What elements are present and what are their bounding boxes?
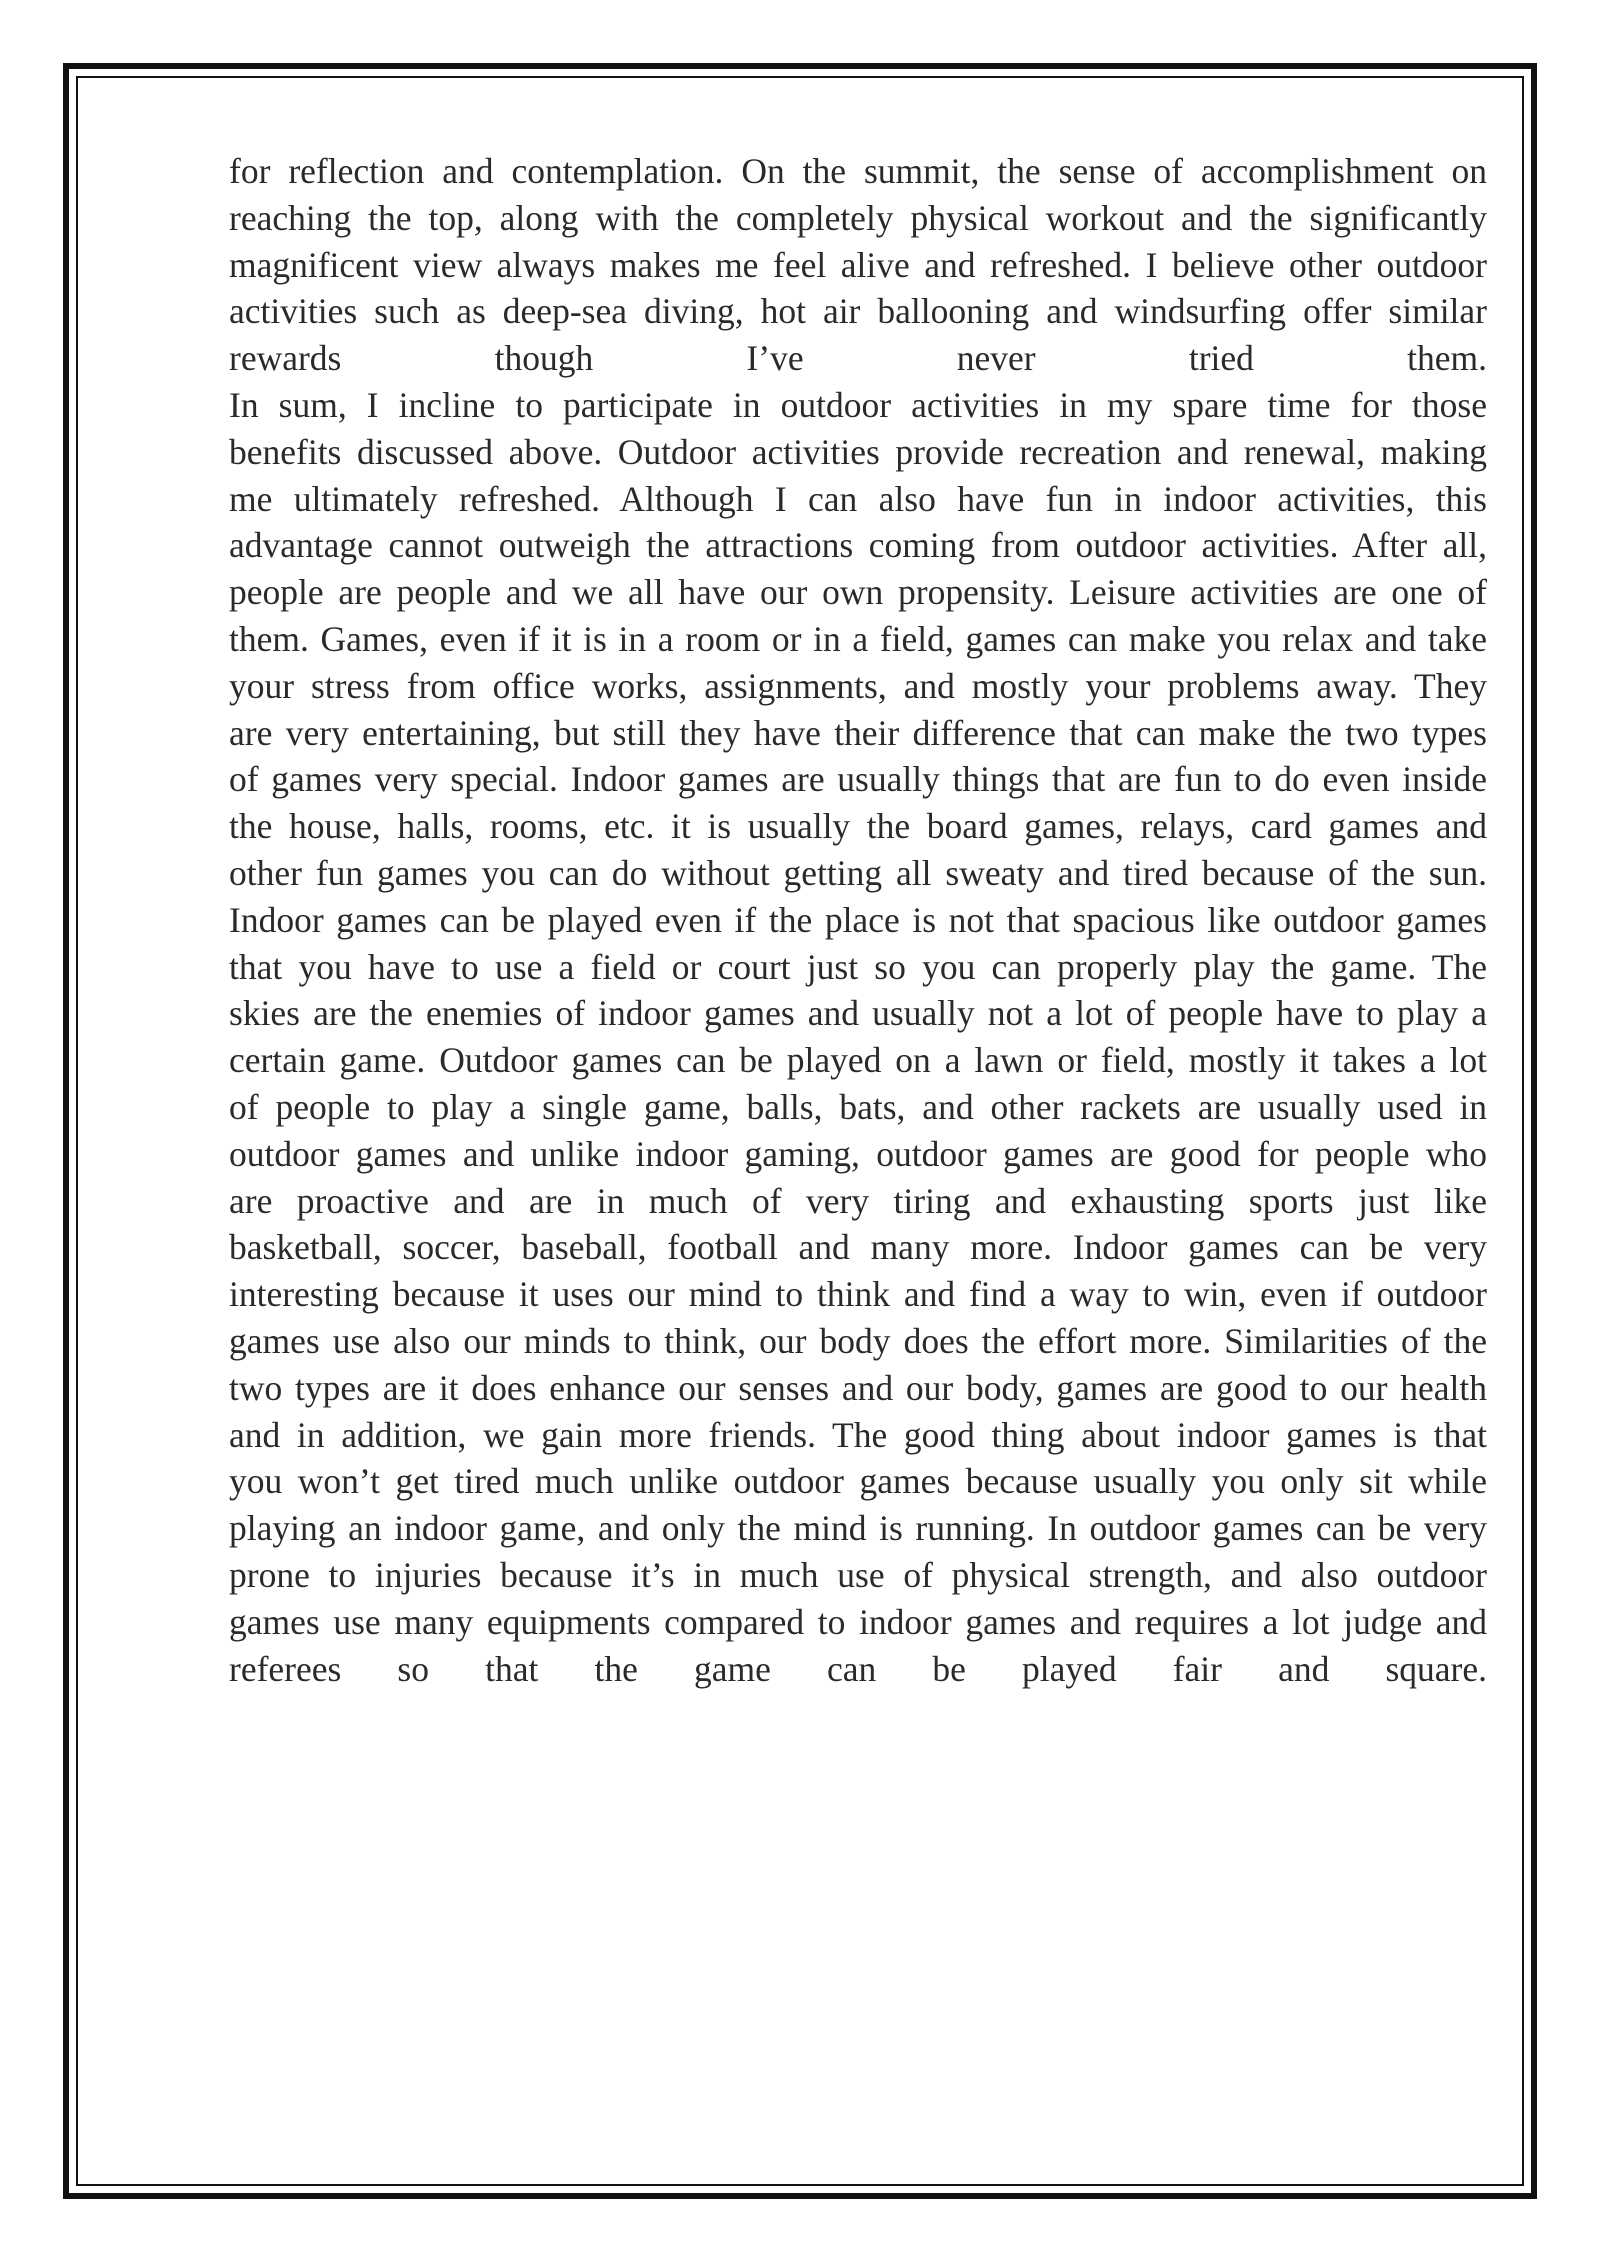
- text-line: magnificent view always makes me feel alive and refreshed. I believe other outdoor: [229, 244, 1487, 285]
- text-line: benefits discussed above. Outdoor activities provide recreation and renewal, making: [229, 431, 1487, 472]
- text-line: basketball, soccer, baseball, football and many more. Indoor games can be very: [229, 1227, 1487, 1268]
- text-line: people are people and we all have our own propensity. Leisure activities are one of: [229, 572, 1487, 613]
- text-line: them. Games, even if it is in a room or in a field, games can make you relax and take: [229, 618, 1487, 659]
- text-line: advantage cannot outweigh the attractions coming from outdoor activities. After all,: [229, 525, 1487, 566]
- text-line: the house, halls, rooms, etc. it is usually the board games, relays, card games and: [229, 806, 1487, 847]
- text-line: referees so that the game can be played fair and square.: [229, 1648, 1487, 1689]
- text-line: of people to play a single game, balls, bats, and other rackets are usually used in: [229, 1086, 1487, 1127]
- text-line: outdoor games and unlike indoor gaming, outdoor games are good for people who: [229, 1133, 1487, 1174]
- text-line: other fun games you can do without getting all sweaty and tired because of the sun.: [229, 852, 1487, 893]
- text-line: are proactive and are in much of very tiring and exhausting sports just like: [229, 1180, 1487, 1221]
- text-line: Indoor games can be played even if the place is not that spacious like outdoor games: [229, 899, 1487, 940]
- text-line: two types are it does enhance our senses and our body, games are good to our health: [229, 1367, 1487, 1408]
- text-line: activities such as deep-sea diving, hot air ballooning and windsurfing offer similar: [229, 291, 1487, 332]
- essay-text: [229, 148, 1487, 1692]
- text-line: and in addition, we gain more friends. The good thing about indoor games is that: [229, 1414, 1487, 1455]
- text-line: certain game. Outdoor games can be played on a lawn or field, mostly it takes a lot: [229, 1040, 1487, 1081]
- text-line: that you have to use a field or court just so you can properly play the game. The: [229, 946, 1487, 987]
- text-line: are very entertaining, but still they have their difference that can make the two types: [229, 712, 1487, 753]
- text-line: skies are the enemies of indoor games and usually not a lot of people have to play a: [229, 993, 1487, 1034]
- text-line: your stress from office works, assignments, and mostly your problems away. They: [229, 665, 1487, 706]
- text-line: prone to injuries because it’s in much use of physical strength, and also outdoor: [229, 1554, 1487, 1595]
- text-line: In sum, I incline to participate in outdoor activities in my spare time for those: [229, 384, 1487, 425]
- text-line: me ultimately refreshed. Although I can also have fun in indoor activities, this: [229, 478, 1487, 519]
- text-line: interesting because it uses our mind to think and find a way to win, even if outdoor: [229, 1274, 1487, 1315]
- text-line: for reflection and contemplation. On the summit, the sense of accomplishment on: [229, 151, 1487, 191]
- text-line: of games very special. Indoor games are usually things that are fun to do even inside: [229, 759, 1487, 800]
- text-line: playing an indoor game, and only the mind is running. In outdoor games can be very: [229, 1508, 1487, 1549]
- text-line: games use many equipments compared to indoor games and requires a lot judge and: [229, 1601, 1487, 1642]
- text-line: reaching the top, along with the completely physical workout and the significantly: [229, 197, 1487, 238]
- text-line: rewards though I’ve never tried them.: [229, 338, 1487, 379]
- text-line: games use also our minds to think, our body does the effort more. Similarities of the: [229, 1320, 1487, 1361]
- text-line: you won’t get tired much unlike outdoor games because usually you only sit while: [229, 1461, 1487, 1502]
